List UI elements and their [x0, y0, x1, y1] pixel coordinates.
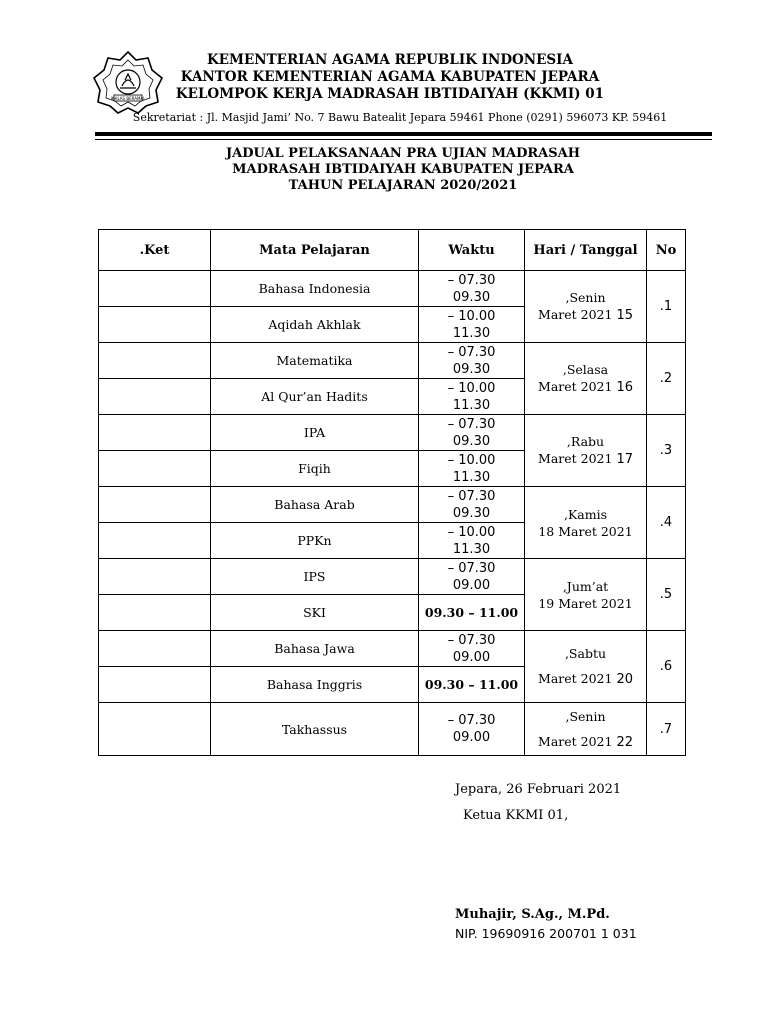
- header-line-ministry: KEMENTERIAN AGAMA REPUBLIK INDONESIA: [207, 52, 573, 68]
- signer-role: Ketua KKMI 01,: [463, 808, 569, 823]
- no-cell: .2: [647, 343, 686, 415]
- mapel-cell: SKI: [211, 595, 419, 631]
- col-header-hari: Hari / Tanggal: [525, 230, 647, 271]
- waktu-cell: – 10.00 11.30: [419, 451, 525, 487]
- header-rule-thick: [95, 132, 712, 136]
- mapel-cell: Al Qur’an Hadits: [211, 379, 419, 415]
- table-row: [99, 343, 686, 379]
- title-line-3: TAHUN PELAJARAN 2020/2021: [288, 178, 518, 193]
- table-row: [99, 415, 686, 451]
- schedule-table: [98, 229, 686, 756]
- header-rule-thin: [95, 139, 712, 140]
- no-cell: .3: [647, 415, 686, 487]
- waktu-cell: – 10.00 11.30: [419, 379, 525, 415]
- waktu-cell: – 10.00 11.30: [419, 307, 525, 343]
- waktu-cell: – 07.30 09.30: [419, 271, 525, 307]
- hari-cell: ,Kamis 18 Maret 2021: [525, 487, 647, 559]
- hari-cell: ,Senin Maret 2021 15: [525, 271, 647, 343]
- col-header-waktu: Waktu: [419, 230, 525, 271]
- secretariat-address: Sekretariat : Jl. Masjid Jami’ No. 7 Bawu Batealit Jepara 59461 Phone (0291) 596073 KP. 59461: [132, 111, 668, 124]
- ket-cell: [99, 307, 211, 343]
- signature-block: [455, 777, 621, 829]
- mapel-cell: Bahasa Jawa: [211, 631, 419, 667]
- mapel-cell: Bahasa Indonesia: [211, 271, 419, 307]
- hari-cell: ,Sabtu Maret 2021 20: [525, 631, 647, 703]
- title-line-1: JADUAL PELAKSANAAN PRA UJIAN MADRASAH: [225, 146, 580, 161]
- waktu-cell: – 07.30 09.00: [419, 703, 525, 756]
- letterhead: [150, 52, 630, 103]
- signer-nip: NIP. 19690916 200701 1 031: [455, 926, 637, 941]
- waktu-cell: 09.30 – 11.00: [419, 595, 525, 631]
- hari-cell: ,Selasa Maret 2021 16: [525, 343, 647, 415]
- no-cell: .4: [647, 487, 686, 559]
- document-title: [0, 146, 768, 194]
- waktu-cell: – 07.30 09.00: [419, 631, 525, 667]
- table-row: [99, 271, 686, 307]
- waktu-cell: – 07.30 09.30: [419, 415, 525, 451]
- mapel-cell: Aqidah Akhlak: [211, 307, 419, 343]
- waktu-cell: – 07.30 09.30: [419, 487, 525, 523]
- col-header-mapel: Mata Pelajaran: [211, 230, 419, 271]
- ket-cell: [99, 271, 211, 307]
- mapel-cell: Bahasa Arab: [211, 487, 419, 523]
- mapel-cell: PPKn: [211, 523, 419, 559]
- hari-cell: ,Jum’at 19 Maret 2021: [525, 559, 647, 631]
- no-cell: .6: [647, 631, 686, 703]
- header-line-kkmi: KELOMPOK KERJA MADRASAH IBTIDAIYAH (KKMI) 01: [175, 86, 605, 102]
- waktu-cell: 09.30 – 11.00: [419, 667, 525, 703]
- waktu-cell: – 07.30 09.30: [419, 343, 525, 379]
- ket-cell: [99, 487, 211, 523]
- emblem-text: IKHLAS BERAMAL: [110, 96, 146, 101]
- table-row: [99, 559, 686, 595]
- waktu-cell: – 07.30 09.00: [419, 559, 525, 595]
- signer-info: [455, 905, 637, 943]
- header-line-office: KANTOR KEMENTERIAN AGAMA KABUPATEN JEPARA: [180, 69, 600, 85]
- ket-cell: [99, 343, 211, 379]
- signer-name: Muhajir, S.Ag., M.Pd.: [455, 907, 610, 922]
- ket-cell: [99, 703, 211, 756]
- mapel-cell: IPA: [211, 415, 419, 451]
- ket-cell: [99, 631, 211, 667]
- no-cell: .5: [647, 559, 686, 631]
- mapel-cell: Matematika: [211, 343, 419, 379]
- ket-cell: [99, 559, 211, 595]
- table-row: [99, 703, 686, 756]
- table-row: [99, 487, 686, 523]
- no-cell: .1: [647, 271, 686, 343]
- col-header-no: No: [647, 230, 686, 271]
- ket-cell: [99, 667, 211, 703]
- hari-cell: ,Rabu Maret 2021 17: [525, 415, 647, 487]
- mapel-cell: Takhassus: [211, 703, 419, 756]
- hari-cell: ,Senin Maret 2021 22: [525, 703, 647, 756]
- mapel-cell: Fiqih: [211, 451, 419, 487]
- ket-cell: [99, 595, 211, 631]
- table-header-row: [99, 230, 686, 271]
- ket-cell: [99, 379, 211, 415]
- place-date: Jepara, 26 Februari 2021: [455, 782, 622, 797]
- title-line-2: MADRASAH IBTIDAIYAH KABUPATEN JEPARA: [232, 162, 574, 177]
- ket-cell: [99, 415, 211, 451]
- no-cell: .7: [647, 703, 686, 756]
- col-header-ket: .Ket: [99, 230, 211, 271]
- ket-cell: [99, 523, 211, 559]
- waktu-cell: – 10.00 11.30: [419, 523, 525, 559]
- mapel-cell: IPS: [211, 559, 419, 595]
- mapel-cell: Bahasa Inggris: [211, 667, 419, 703]
- ket-cell: [99, 451, 211, 487]
- table-row: [99, 631, 686, 667]
